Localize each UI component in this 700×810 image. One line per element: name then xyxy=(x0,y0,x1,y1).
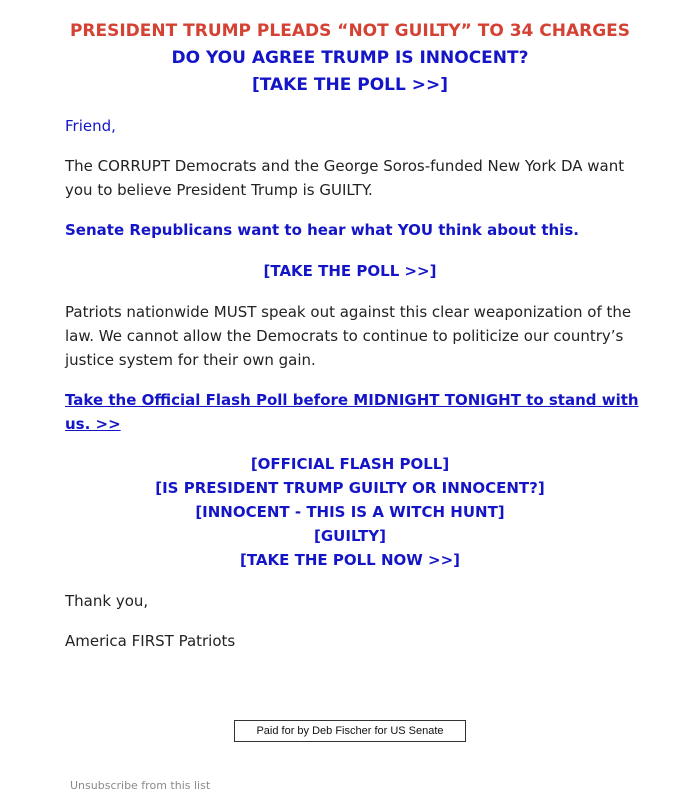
paragraph-patriots: Patriots nationwide MUST speak out against this clear weaponization of the law. We cannot allow the Democrats to continue to politicize our country’s justice system for their own gain. xyxy=(65,303,632,369)
take-poll-link-header[interactable]: [TAKE THE POLL >>] xyxy=(251,75,448,95)
flash-poll-block xyxy=(0,452,700,572)
take-poll-now-link[interactable]: [TAKE THE POLL NOW >>] xyxy=(239,551,461,569)
poll-title-link[interactable]: [OFFICIAL FLASH POLL] xyxy=(250,455,450,473)
question-heading: DO YOU AGREE TRUMP IS INNOCENT? xyxy=(171,48,529,68)
poll-option-guilty[interactable]: [GUILTY] xyxy=(314,527,386,545)
take-poll-row xyxy=(0,259,700,283)
poll-option-innocent[interactable]: [INNOCENT - THIS IS A WITCH HUNT] xyxy=(195,503,505,521)
closing-thanks: Thank you, xyxy=(65,592,149,610)
poll-question-link[interactable]: [IS PRESIDENT TRUMP GUILTY OR INNOCENT?] xyxy=(155,479,545,497)
official-flash-poll-link[interactable]: Take the Official Flash Poll before MIDNIGHT TONIGHT to stand with us. >> xyxy=(65,391,639,433)
greeting: Friend, xyxy=(65,117,116,135)
paid-for-disclaimer: Paid for by Deb Fischer for US Senate xyxy=(234,720,466,742)
unsubscribe-link[interactable]: Unsubscribe from this list xyxy=(70,779,211,792)
headline: PRESIDENT TRUMP PLEADS “NOT GUILTY” TO 34 CHARGES xyxy=(69,21,631,41)
email-header xyxy=(0,18,700,99)
senate-republicans-line: Senate Republicans want to hear what YOU think about this. xyxy=(65,221,579,239)
flash-poll-row xyxy=(65,388,645,436)
take-poll-link-body[interactable]: [TAKE THE POLL >>] xyxy=(263,262,437,280)
closing-signature: America FIRST Patriots xyxy=(65,632,236,650)
paragraph-corrupt-democrats: The CORRUPT Democrats and the George Soros-funded New York DA want you to believe President Trump is GUILTY. xyxy=(65,157,625,199)
